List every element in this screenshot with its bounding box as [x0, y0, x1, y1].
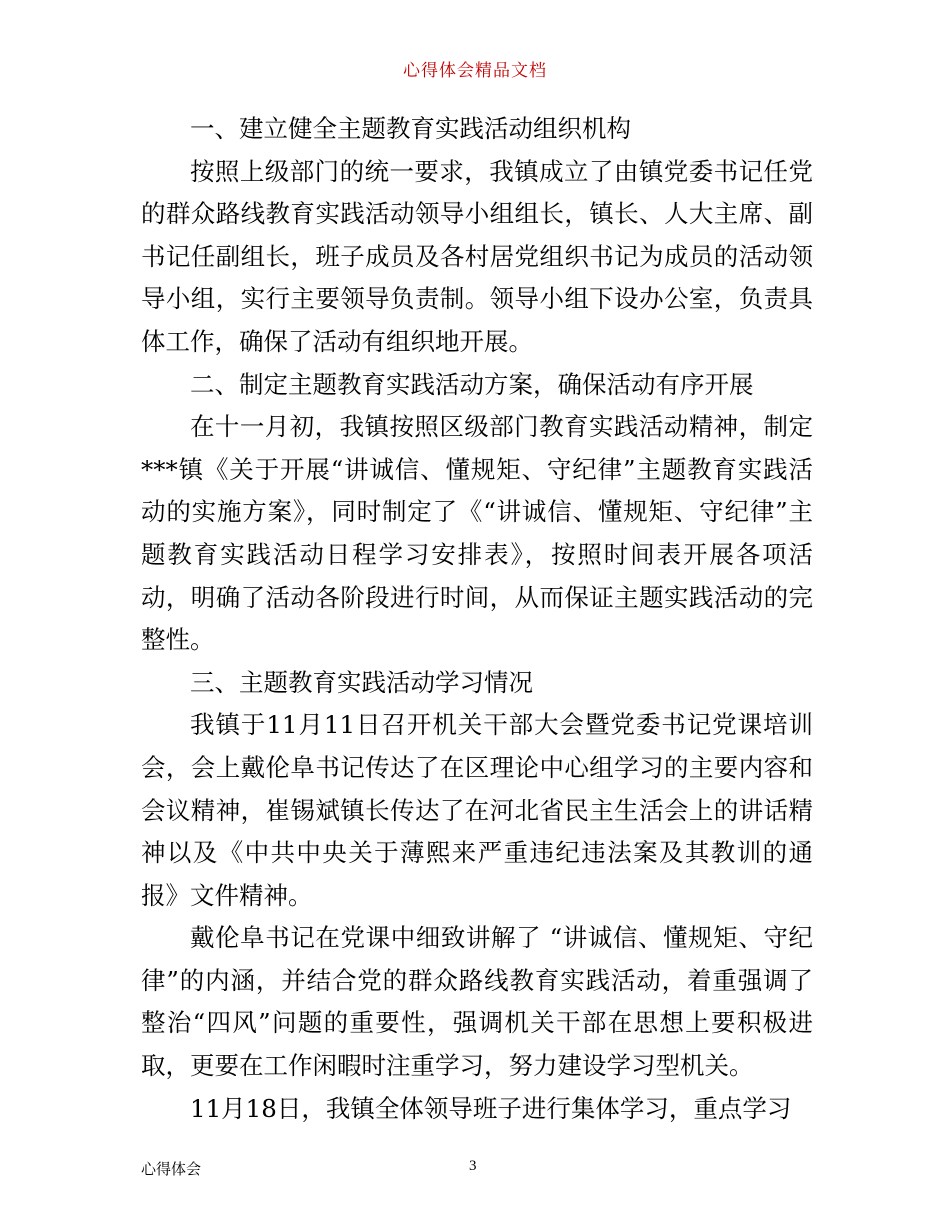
body-paragraph: 11月18日，我镇全体领导班子进行集体学习，重点学习 — [190, 1093, 792, 1123]
page-header-title: 心得体会精品文档 — [403, 61, 547, 81]
section-heading: 二、制定主题教育实践活动方案，确保活动有序开展 — [190, 369, 754, 399]
body-paragraph: 戴伦阜书记在党课中细致讲解了 “讲诚信、懂规矩、守纪律”的内涵，并结合党的群众路线教育实践活动，着重强调了整治“四风”问题的重要性，强调机关干部在思想上要积极进取，更要在工作闲暇时注重学习，努力建设学习型机关。 — [141, 923, 813, 1081]
body-paragraph: 我镇于11月11日召开机关干部大会暨党委书记党课培训会，会上戴伦阜书记传达了在区理论中心组学习的主要内容和会议精神，崔锡斌镇长传达了在河北省民主生活会上的讲话精神以及《中共中央关于薄熙来严重违纪违法案及其教训的通报》文件精神。 — [141, 710, 813, 910]
section-heading: 一、建立健全主题教育实践活动组织机构 — [190, 114, 631, 143]
page-footer-label: 心得体会 — [141, 1160, 202, 1178]
document-body — [141, 108, 813, 1130]
page-number: 3 — [469, 1158, 477, 1174]
body-paragraph: 按照上级部门的统一要求，我镇成立了由镇党委书记任党的群众路线教育实践活动领导小组组长，镇长、人大主席、副书记任副组长，班子成员及各村居党组织书记为成员的活动领导小组，实行主要领导负责制。领导小组下设办公室，负责具体工作，确保了活动有组织地开展。 — [141, 156, 813, 356]
body-paragraph: 在十一月初，我镇按照区级部门教育实践活动精神，制定***镇《关于开展“讲诚信、懂规矩、守纪律”主题教育实践活动的实施方案》，同时制定了《“讲诚信、懂规矩、守纪律”主题教育实践活动日程学习安排表》，按照时间表开展各项活动，明确了活动各阶段进行时间，从而保证主题实践活动的完整性。 — [141, 412, 813, 655]
section-heading: 三、主题教育实践活动学习情况 — [190, 667, 533, 697]
